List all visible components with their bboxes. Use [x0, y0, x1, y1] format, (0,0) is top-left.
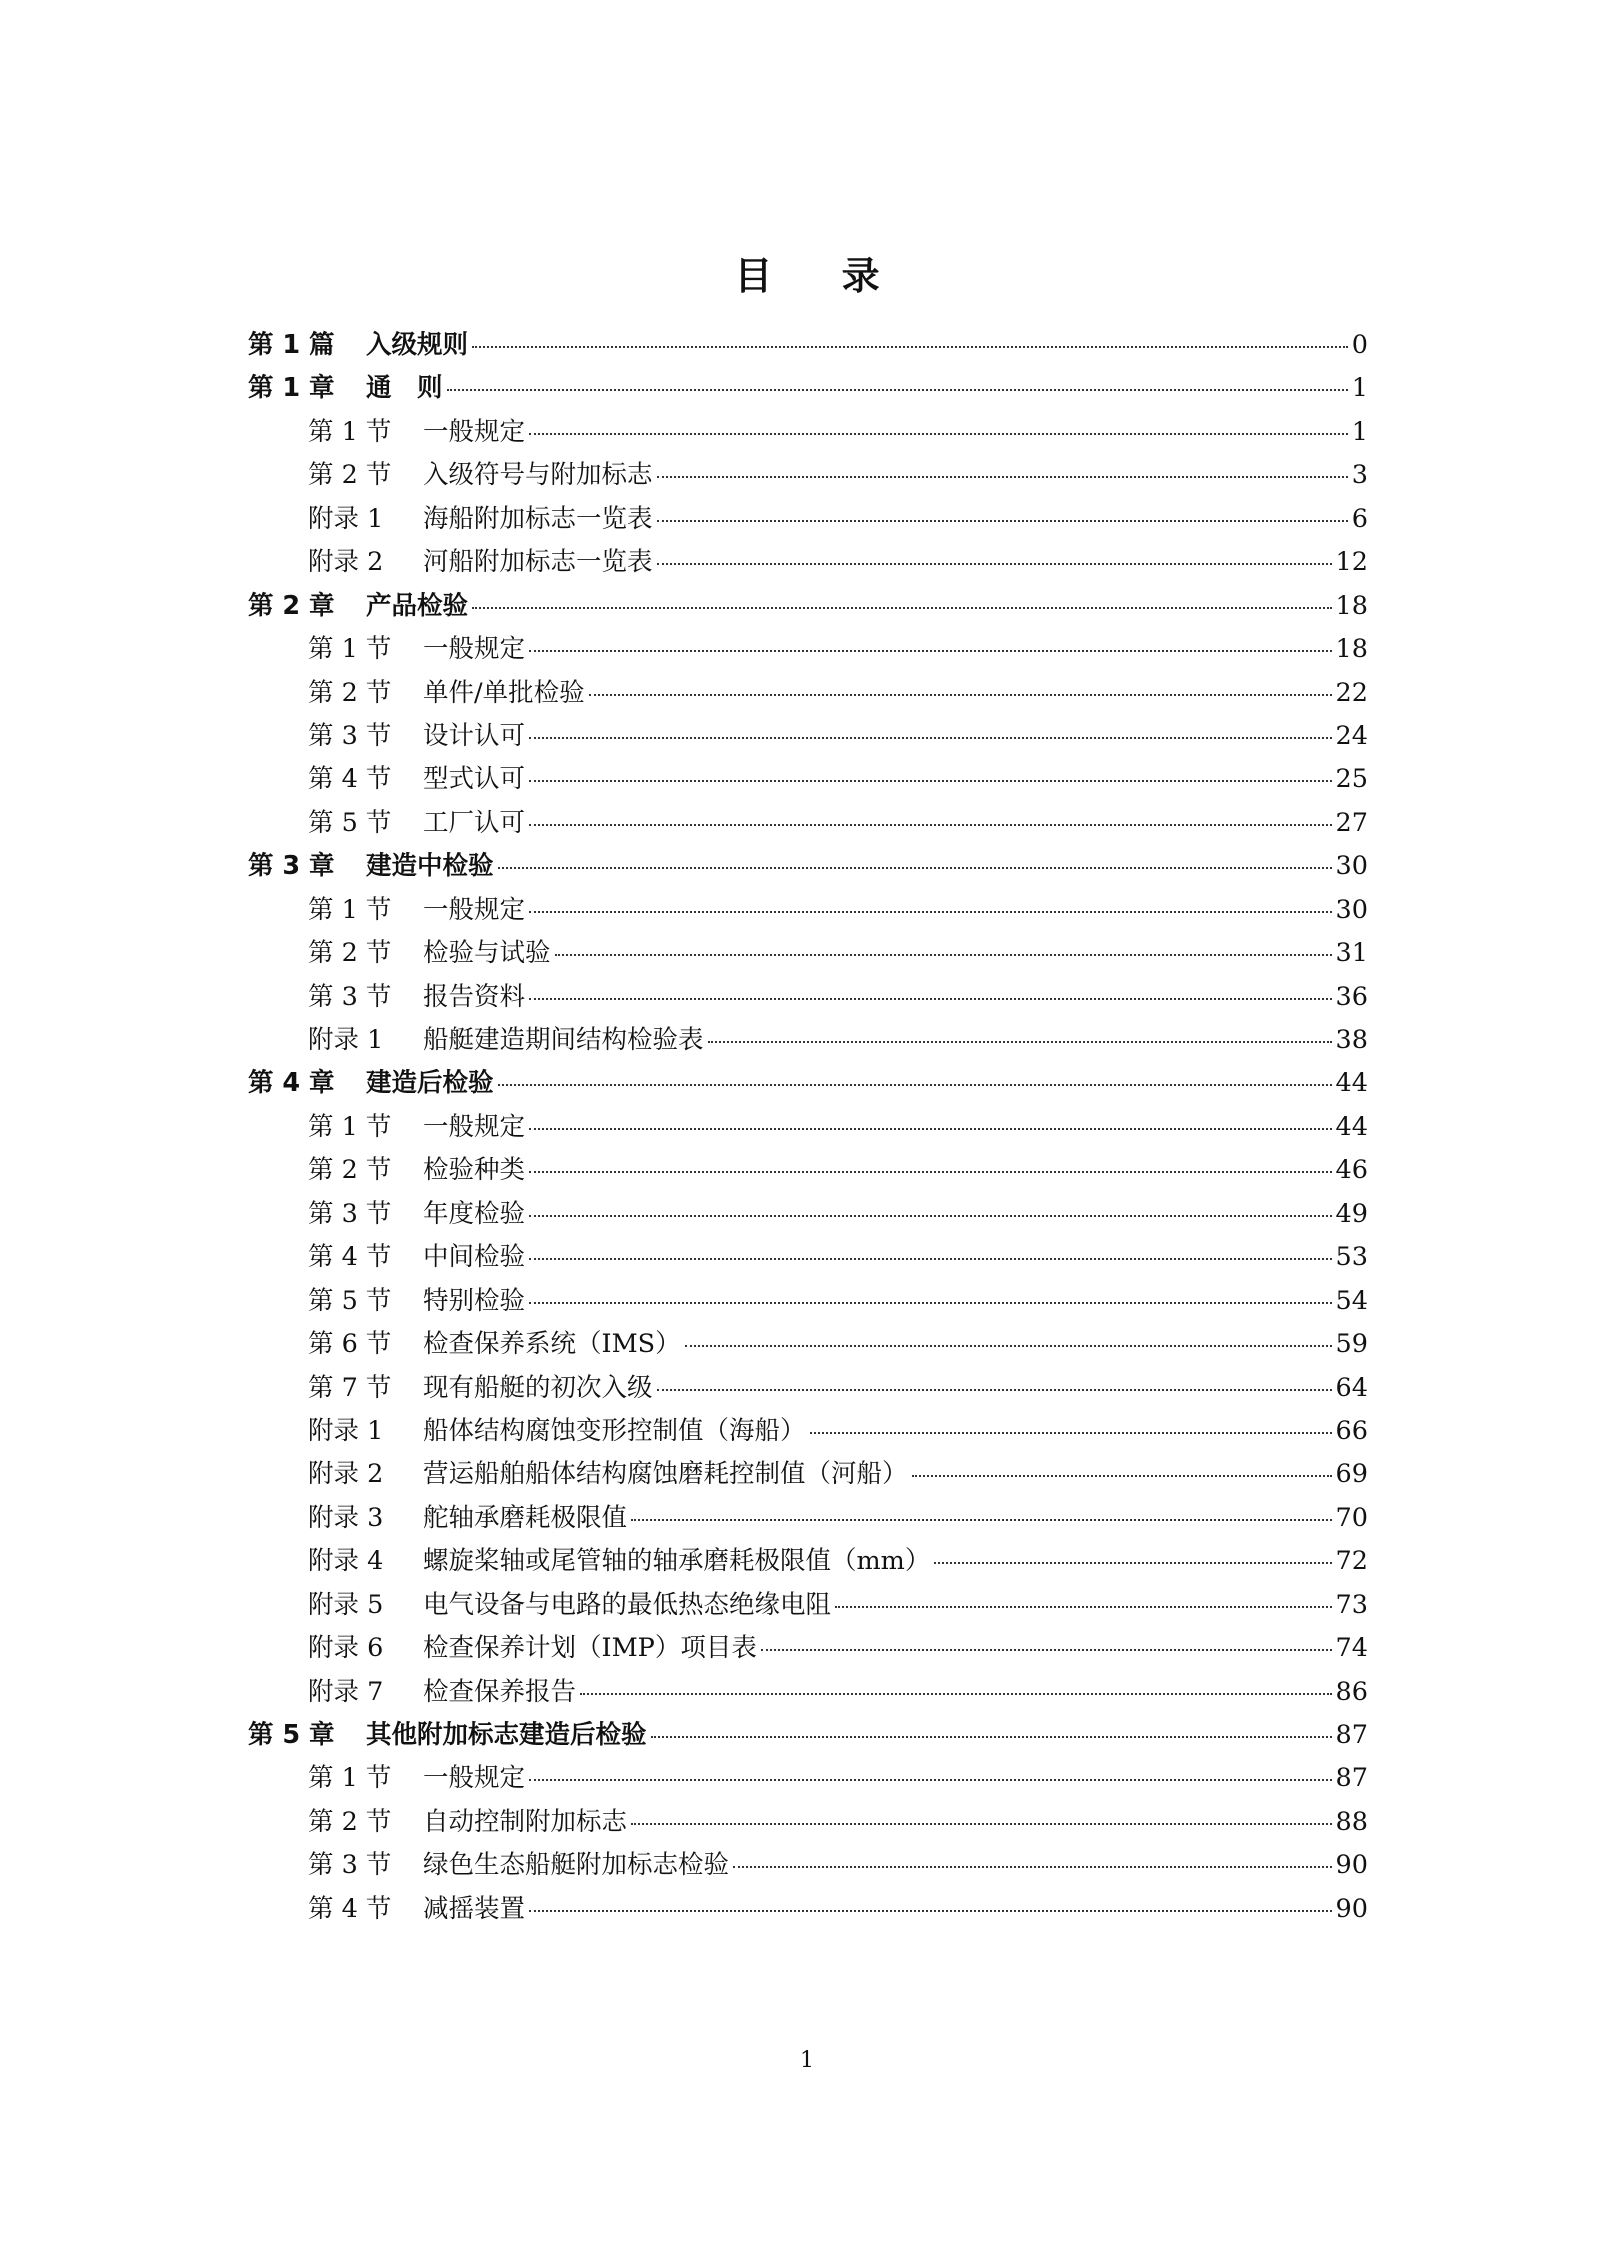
toc-entry-label — [308, 541, 653, 584]
toc-entry-title: 电气设备与电路的最低热态绝缘电阻 — [423, 1589, 832, 1620]
toc-entry-section[interactable] — [248, 1019, 1368, 1062]
toc-entry-number: 第 1 节 — [308, 1763, 392, 1794]
toc-entry-title: 检验种类 — [423, 1155, 526, 1186]
toc-entry-label — [308, 976, 525, 1019]
toc-entry-label — [308, 758, 525, 801]
toc-entry-chapter[interactable] — [248, 1062, 1368, 1105]
toc-entry-title: 螺旋桨轴或尾管轴的轴承磨耗极限值（mm） — [423, 1546, 931, 1577]
toc-entry-number: 第 1 节 — [308, 634, 392, 665]
dot-leader — [580, 1693, 1332, 1695]
toc-entry-section[interactable] — [248, 1888, 1368, 1931]
dot-leader — [810, 1432, 1332, 1434]
toc-entry-label — [248, 585, 468, 628]
toc-entry-label — [308, 1019, 704, 1062]
page-number: 1 — [800, 2048, 814, 2073]
toc-entry-number: 附录 2 — [308, 1459, 384, 1490]
toc-entry-section[interactable] — [248, 1844, 1368, 1887]
toc-entry-section[interactable] — [248, 1149, 1368, 1192]
toc-entry-label — [308, 1410, 806, 1453]
dot-leader — [529, 1779, 1332, 1781]
toc-entry-page: 53 — [1335, 1242, 1368, 1273]
toc-entry-label — [308, 1149, 525, 1192]
toc-entry-section[interactable] — [248, 1801, 1368, 1844]
toc-entry-title: 入级符号与附加标志 — [423, 460, 653, 491]
toc-entry-page: 70 — [1335, 1502, 1368, 1533]
toc-entry-label — [308, 1497, 627, 1540]
toc-entry-title: 河船附加标志一览表 — [423, 547, 653, 578]
toc-entry-title: 产品检验 — [366, 590, 469, 621]
toc-entry-number: 附录 4 — [308, 1546, 384, 1577]
dot-leader — [631, 1823, 1332, 1825]
toc-entry-title: 型式认可 — [423, 764, 526, 795]
toc-entry-title: 一般规定 — [423, 416, 526, 447]
toc-entry-page: 90 — [1335, 1850, 1368, 1881]
dot-leader — [651, 1736, 1332, 1738]
toc-entry-section[interactable] — [248, 1193, 1368, 1236]
toc-entry-page: 25 — [1335, 764, 1368, 795]
toc-entry-label — [308, 932, 551, 975]
toc-entry-page: 64 — [1335, 1372, 1368, 1403]
toc-entry-title: 其他附加标志建造后检验 — [366, 1720, 647, 1750]
dot-leader — [529, 1215, 1332, 1217]
toc-entry-label — [308, 1453, 908, 1496]
toc-entry-page: 6 — [1351, 503, 1368, 534]
toc-entry-number: 第 6 节 — [308, 1329, 392, 1360]
toc-entry-title: 检查保养计划（IMP）项目表 — [423, 1633, 757, 1664]
toc-entry-label — [308, 889, 525, 932]
toc-entry-section[interactable] — [248, 1280, 1368, 1323]
toc-entry-section[interactable] — [248, 454, 1368, 497]
toc-entry-page: 24 — [1335, 720, 1368, 751]
toc-entry-page: 3 — [1351, 460, 1368, 491]
toc-entry-title: 中间检验 — [423, 1242, 526, 1273]
toc-entry-section[interactable] — [248, 1367, 1368, 1410]
toc-entry-page: 1 — [1351, 416, 1368, 447]
toc-entry-label — [308, 1801, 627, 1844]
dot-leader — [934, 1562, 1331, 1564]
toc-entry-page: 86 — [1335, 1676, 1368, 1707]
dot-leader — [529, 1910, 1332, 1912]
toc-entry-label — [248, 324, 468, 367]
toc-entry-section[interactable] — [248, 1584, 1368, 1627]
toc-entry-page: 88 — [1335, 1806, 1368, 1837]
dot-leader — [529, 780, 1332, 782]
toc-entry-number: 附录 2 — [308, 547, 384, 578]
toc-entry-label — [308, 1106, 525, 1149]
toc-entry-number: 第 5 节 — [308, 1285, 392, 1316]
toc-entry-section[interactable] — [248, 411, 1368, 454]
toc-entry-label — [308, 1367, 653, 1410]
toc-entry-number: 附录 3 — [308, 1502, 384, 1533]
toc-entry-section[interactable] — [248, 932, 1368, 975]
toc-entry-number: 第 1 节 — [308, 894, 392, 925]
dot-leader — [529, 737, 1332, 739]
page-title: 目 录 — [734, 254, 908, 298]
toc-entry-label — [308, 1627, 757, 1670]
dot-leader — [529, 911, 1332, 913]
toc-entry-page: 72 — [1335, 1546, 1368, 1577]
toc-entry-section[interactable] — [248, 1671, 1368, 1714]
toc-entry-label — [308, 715, 525, 758]
toc-entry-title: 检查保养报告 — [423, 1676, 577, 1707]
toc-entry-section[interactable] — [248, 1453, 1368, 1496]
toc-entry-number: 第 7 节 — [308, 1372, 392, 1403]
toc-entry-title: 入级规则 — [366, 330, 469, 360]
toc-entry-page: 1 — [1351, 373, 1368, 404]
dot-leader — [761, 1649, 1332, 1651]
toc-entry-number: 第 3 章 — [248, 851, 335, 882]
dot-leader — [529, 1128, 1332, 1130]
dot-leader — [631, 1519, 1332, 1521]
toc-entry-section[interactable] — [248, 889, 1368, 932]
dot-leader — [529, 1258, 1332, 1260]
dot-leader — [529, 998, 1332, 1000]
toc-entry-number: 第 3 节 — [308, 981, 392, 1012]
dot-leader — [529, 824, 1332, 826]
toc-entry-section[interactable] — [248, 976, 1368, 1019]
toc-entry-chapter[interactable] — [248, 585, 1368, 628]
toc-entry-label — [308, 672, 585, 715]
toc-entry-label — [308, 1540, 930, 1583]
toc-entry-section[interactable] — [248, 758, 1368, 801]
toc-entry-number: 第 4 章 — [248, 1068, 335, 1099]
toc-entry-page: 73 — [1335, 1589, 1368, 1620]
toc-entry-section[interactable] — [248, 1410, 1368, 1453]
toc-entry-section[interactable] — [248, 715, 1368, 758]
toc-entry-page: 49 — [1335, 1198, 1368, 1229]
toc-entry-label — [308, 1844, 729, 1887]
toc-entry-page: 31 — [1335, 938, 1368, 969]
toc-entry-label — [308, 1584, 831, 1627]
toc-entry-section[interactable] — [248, 1236, 1368, 1279]
toc-entry-number: 附录 1 — [308, 1415, 384, 1446]
toc-entry-title: 建造中检验 — [366, 851, 494, 882]
toc-entry-section[interactable] — [248, 498, 1368, 541]
toc-entry-title: 设计认可 — [423, 720, 526, 751]
toc-entry-number: 附录 1 — [308, 1025, 384, 1055]
toc-entry-section[interactable] — [248, 541, 1368, 584]
toc-entry-page: 30 — [1335, 851, 1368, 882]
toc-entry-title: 自动控制附加标志 — [423, 1806, 628, 1837]
dot-leader — [472, 346, 1348, 348]
toc-entry-page: 22 — [1335, 677, 1368, 708]
toc-entry-chapter[interactable] — [248, 324, 1368, 367]
toc-entry-title: 单件/单批检验 — [423, 677, 585, 708]
toc-entry-title: 船体结构腐蚀变形控制值（海船） — [423, 1415, 806, 1446]
toc-entry-chapter[interactable] — [248, 367, 1368, 410]
toc-entry-number: 第 1 章 — [248, 373, 335, 404]
dot-leader — [708, 1041, 1332, 1043]
toc-entry-title: 减摇装置 — [423, 1893, 526, 1924]
toc-entry-label — [308, 1280, 525, 1323]
toc-entry-label — [248, 1714, 647, 1757]
toc-entry-title: 检验与试验 — [423, 938, 551, 969]
toc-entry-number: 第 4 节 — [308, 1893, 392, 1924]
toc-entry-label — [248, 367, 443, 410]
toc-entry-title: 舵轴承磨耗极限值 — [423, 1502, 628, 1533]
toc-entry-number: 第 2 节 — [308, 1806, 392, 1837]
toc-entry-number: 第 1 篇 — [248, 330, 335, 360]
dot-leader — [657, 520, 1348, 522]
dot-leader — [685, 1345, 1332, 1347]
toc-entry-title: 建造后检验 — [366, 1068, 494, 1099]
toc-entry-number: 附录 6 — [308, 1633, 384, 1664]
toc-entry-title: 一般规定 — [423, 1763, 526, 1794]
dot-leader — [657, 476, 1348, 478]
toc-entry-section[interactable] — [248, 802, 1368, 845]
toc-entry-number: 第 2 节 — [308, 1155, 392, 1186]
toc-entry-title: 一般规定 — [423, 634, 526, 665]
toc-entry-page: 44 — [1335, 1111, 1368, 1142]
toc-entry-page: 66 — [1335, 1415, 1368, 1446]
dot-leader — [657, 1389, 1332, 1391]
toc-entry-section[interactable] — [248, 1540, 1368, 1583]
table-of-contents — [248, 324, 1368, 1931]
toc-entry-title: 一般规定 — [423, 894, 526, 925]
toc-entry-label — [308, 802, 525, 845]
toc-entry-page: 38 — [1335, 1025, 1368, 1055]
toc-entry-number: 第 5 章 — [248, 1720, 335, 1750]
toc-entry-page: 27 — [1335, 807, 1368, 838]
dot-leader — [657, 563, 1332, 565]
toc-entry-title: 报告资料 — [423, 981, 526, 1012]
dot-leader — [472, 607, 1332, 609]
toc-entry-number: 附录 5 — [308, 1589, 384, 1620]
dot-leader — [447, 389, 1348, 391]
toc-entry-section[interactable] — [248, 1627, 1368, 1670]
toc-entry-title: 特别检验 — [423, 1285, 526, 1316]
toc-entry-page: 87 — [1335, 1720, 1368, 1750]
toc-entry-title: 船艇建造期间结构检验表 — [423, 1025, 704, 1055]
toc-entry-number: 附录 1 — [308, 503, 384, 534]
toc-entry-page: 69 — [1335, 1459, 1368, 1490]
toc-entry-number: 第 1 节 — [308, 1111, 392, 1142]
toc-entry-title: 一般规定 — [423, 1111, 526, 1142]
dot-leader — [529, 1171, 1332, 1173]
toc-entry-page: 0 — [1351, 330, 1368, 360]
toc-entry-number: 第 3 节 — [308, 1198, 392, 1229]
toc-entry-page: 18 — [1335, 634, 1368, 665]
toc-entry-chapter[interactable] — [248, 1714, 1368, 1757]
dot-leader — [835, 1606, 1332, 1608]
dot-leader — [529, 433, 1348, 435]
toc-entry-section[interactable] — [248, 628, 1368, 671]
toc-entry-title: 现有船艇的初次入级 — [423, 1372, 653, 1403]
toc-entry-number: 第 5 节 — [308, 807, 392, 838]
toc-entry-page: 46 — [1335, 1155, 1368, 1186]
toc-entry-page: 59 — [1335, 1329, 1368, 1360]
toc-entry-label — [308, 1193, 525, 1236]
toc-entry-number: 第 3 节 — [308, 1850, 392, 1881]
toc-entry-label — [308, 411, 525, 454]
toc-entry-title: 通 则 — [366, 373, 443, 404]
toc-entry-label — [308, 628, 525, 671]
toc-entry-section[interactable] — [248, 672, 1368, 715]
toc-entry-label — [308, 1888, 525, 1931]
toc-entry-page: 54 — [1335, 1285, 1368, 1316]
toc-entry-title: 工厂认可 — [423, 807, 526, 838]
toc-entry-section[interactable] — [248, 1497, 1368, 1540]
toc-entry-page: 36 — [1335, 981, 1368, 1012]
dot-leader — [733, 1866, 1332, 1868]
dot-leader — [912, 1475, 1332, 1477]
toc-entry-section[interactable] — [248, 1106, 1368, 1149]
toc-entry-label — [248, 1062, 494, 1105]
toc-entry-label — [308, 498, 653, 541]
toc-entry-number: 第 4 节 — [308, 764, 392, 795]
toc-entry-label — [308, 1323, 681, 1366]
toc-entry-title: 海船附加标志一览表 — [423, 503, 653, 534]
toc-entry-section[interactable] — [248, 1323, 1368, 1366]
dot-leader — [529, 1302, 1332, 1304]
toc-entry-label — [308, 1671, 576, 1714]
toc-entry-section[interactable] — [248, 1757, 1368, 1800]
toc-entry-label — [308, 454, 653, 497]
toc-entry-title: 检查保养系统（IMS） — [423, 1329, 681, 1360]
dot-leader — [498, 1084, 1332, 1086]
toc-entry-page: 18 — [1335, 590, 1368, 621]
toc-entry-page: 12 — [1335, 547, 1368, 578]
toc-entry-title: 年度检验 — [423, 1198, 526, 1229]
toc-entry-page: 90 — [1335, 1893, 1368, 1924]
toc-entry-title: 绿色生态船艇附加标志检验 — [423, 1850, 730, 1881]
toc-entry-number: 第 4 节 — [308, 1242, 392, 1273]
toc-entry-number: 第 2 节 — [308, 460, 392, 491]
toc-entry-number: 第 3 节 — [308, 720, 392, 751]
toc-entry-label — [308, 1757, 525, 1800]
toc-entry-number: 第 2 节 — [308, 677, 392, 708]
toc-entry-number: 第 2 章 — [248, 590, 335, 621]
toc-entry-number: 第 1 节 — [308, 416, 392, 447]
toc-entry-number: 附录 7 — [308, 1676, 384, 1707]
dot-leader — [589, 694, 1332, 696]
toc-entry-chapter[interactable] — [248, 845, 1368, 888]
toc-entry-label — [248, 845, 494, 888]
toc-entry-number: 第 2 节 — [308, 938, 392, 969]
toc-entry-title: 营运船舶船体结构腐蚀磨耗控制值（河船） — [423, 1459, 908, 1490]
toc-entry-page: 44 — [1335, 1068, 1368, 1099]
toc-entry-page: 74 — [1335, 1633, 1368, 1664]
dot-leader — [529, 650, 1332, 652]
dot-leader — [498, 867, 1332, 869]
toc-entry-page: 30 — [1335, 894, 1368, 925]
toc-entry-label — [308, 1236, 525, 1279]
dot-leader — [555, 954, 1332, 956]
toc-entry-page: 87 — [1335, 1763, 1368, 1794]
